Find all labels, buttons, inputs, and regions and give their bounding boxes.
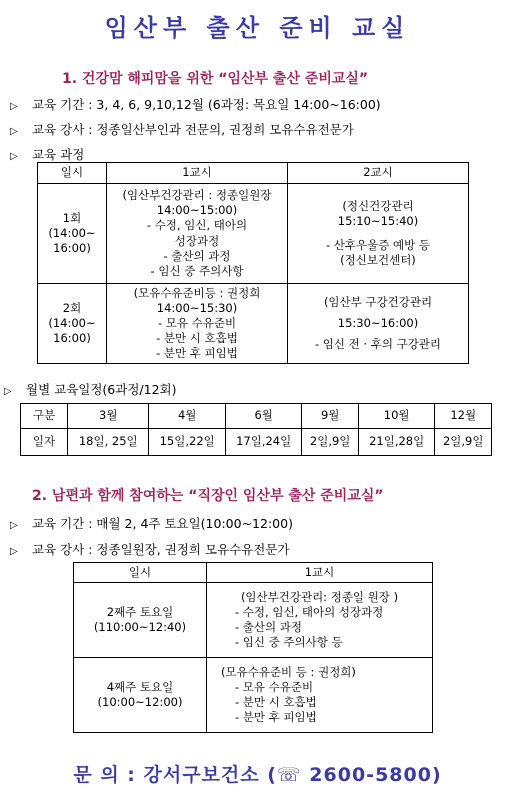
table-row — [38, 284, 469, 364]
date-cell: 21일,28일 — [358, 429, 434, 456]
header-period2: 2교시 — [288, 163, 469, 184]
session-date-cell: 4째주 토요일 (10:00~12:00) — [74, 658, 207, 733]
triangle-right-icon: ▷ — [10, 126, 18, 137]
month-cell: 3월 — [68, 404, 149, 429]
contact-prefix: 문 의 : 강서구보건소 ( — [73, 764, 277, 786]
date-cell: 18일, 25일 — [68, 429, 149, 456]
date-cell: 15일,22일 — [149, 429, 225, 456]
month-cell: 10월 — [358, 404, 434, 429]
session-date-cell: 1회 (14:00~ 16:00) — [38, 184, 107, 284]
section1-instructors-line — [10, 120, 354, 138]
month-cell: 6월 — [225, 404, 301, 429]
header-date: 일시 — [74, 563, 207, 583]
session-date-cell: 2째주 토요일 (110:00~12:40) — [74, 583, 207, 658]
monthly-label: 월별 교육일정(6과정/12회) — [26, 382, 177, 397]
section2-instructors: 교육 강사 : 정종일원장, 권정희 모유수유전문가 — [32, 542, 290, 557]
month-cell: 9월 — [302, 404, 359, 429]
header-date: 일시 — [38, 163, 107, 184]
table-row — [21, 429, 492, 456]
table-row — [74, 658, 433, 733]
session-content-cell: (모유수유준비 등 : 권정희) - 모유 수유준비 - 분만 시 호흡법 - 분만 후 피임법 — [207, 658, 433, 733]
triangle-right-icon: ▷ — [4, 386, 12, 397]
session-period2-cell: (임산부 구강건강관리 15:30~16:00) - 임신 전 · 후의 구강관리 — [288, 284, 469, 364]
section2-instructors-line — [10, 540, 289, 558]
session-period1-cell: (모유수유준비등 : 권정희 14:00~15:30) - 모유 수유준비 - 분만 시 호흡법 - 분만 후 피임법 — [107, 284, 288, 364]
month-cell: 4월 — [149, 404, 225, 429]
table-header-row — [38, 163, 469, 184]
month-cell: 12월 — [435, 404, 492, 429]
table-row — [74, 583, 433, 658]
section1-period-line — [10, 95, 381, 113]
monthly-schedule-table — [20, 403, 492, 456]
session-period1-cell: (임산부건강관리 : 정종일원장 14:00~15:00) - 수정, 임신, 태아의 성장과정 - 출산의 과정 - 임신 중 주의사항 — [107, 184, 288, 284]
contact-footer — [0, 760, 515, 787]
triangle-right-icon: ▷ — [10, 546, 18, 557]
table-row — [38, 184, 469, 284]
date-cell: 17일,24일 — [225, 429, 301, 456]
section1-heading: 1. 건강맘 해피맘을 위한 “임산부 출산 준비교실” — [62, 71, 369, 87]
table-header-row — [74, 563, 433, 583]
monthly-label-line — [4, 380, 176, 398]
triangle-right-icon: ▷ — [10, 520, 18, 531]
contact-number: 2600-5800) — [301, 764, 442, 786]
table-row — [21, 404, 492, 429]
course-table — [37, 162, 469, 364]
row-label: 구분 — [21, 404, 68, 429]
phone-icon: ☏ — [276, 764, 302, 786]
header-period1: 1교시 — [207, 563, 433, 583]
session-content-cell: (임산부건강관리: 정종일 원장 ) - 수정, 임신, 태아의 성장과정 - 출산의 과정 - 임신 중 주의사항 등 — [207, 583, 433, 658]
section1-course-line — [10, 145, 84, 163]
row-label: 일자 — [21, 429, 68, 456]
page-title: 임산부 출산 준비 교실 — [104, 14, 411, 42]
section2-period: 교육 기간 : 매월 2, 4주 토요일(10:00~12:00) — [32, 516, 293, 531]
saturday-course-table — [73, 562, 433, 733]
triangle-right-icon: ▷ — [10, 101, 18, 112]
date-cell: 2일,9일 — [302, 429, 359, 456]
triangle-right-icon: ▷ — [10, 151, 18, 162]
section2-period-line — [10, 514, 293, 532]
date-cell: 2일,9일 — [435, 429, 492, 456]
session-date-cell: 2회 (14:00~ 16:00) — [38, 284, 107, 364]
section1-instructors: 교육 강사 : 정종일산부인과 전문의, 권정희 모유수유전문가 — [32, 122, 354, 137]
section1-course-label: 교육 과정 — [32, 147, 85, 162]
section1-period: 교육 기간 : 3, 4, 6, 9,10,12월 (6과정: 목요일 14:00~16:00) — [32, 97, 381, 112]
section2-heading: 2. 남편과 함께 참여하는 “직장인 임산부 출산 준비교실” — [32, 488, 384, 504]
header-period1: 1교시 — [107, 163, 288, 184]
session-period2-cell: (정신건강관리 15:10~15:40) - 산후우울증 예방 등 (정신보건센터) — [288, 184, 469, 284]
